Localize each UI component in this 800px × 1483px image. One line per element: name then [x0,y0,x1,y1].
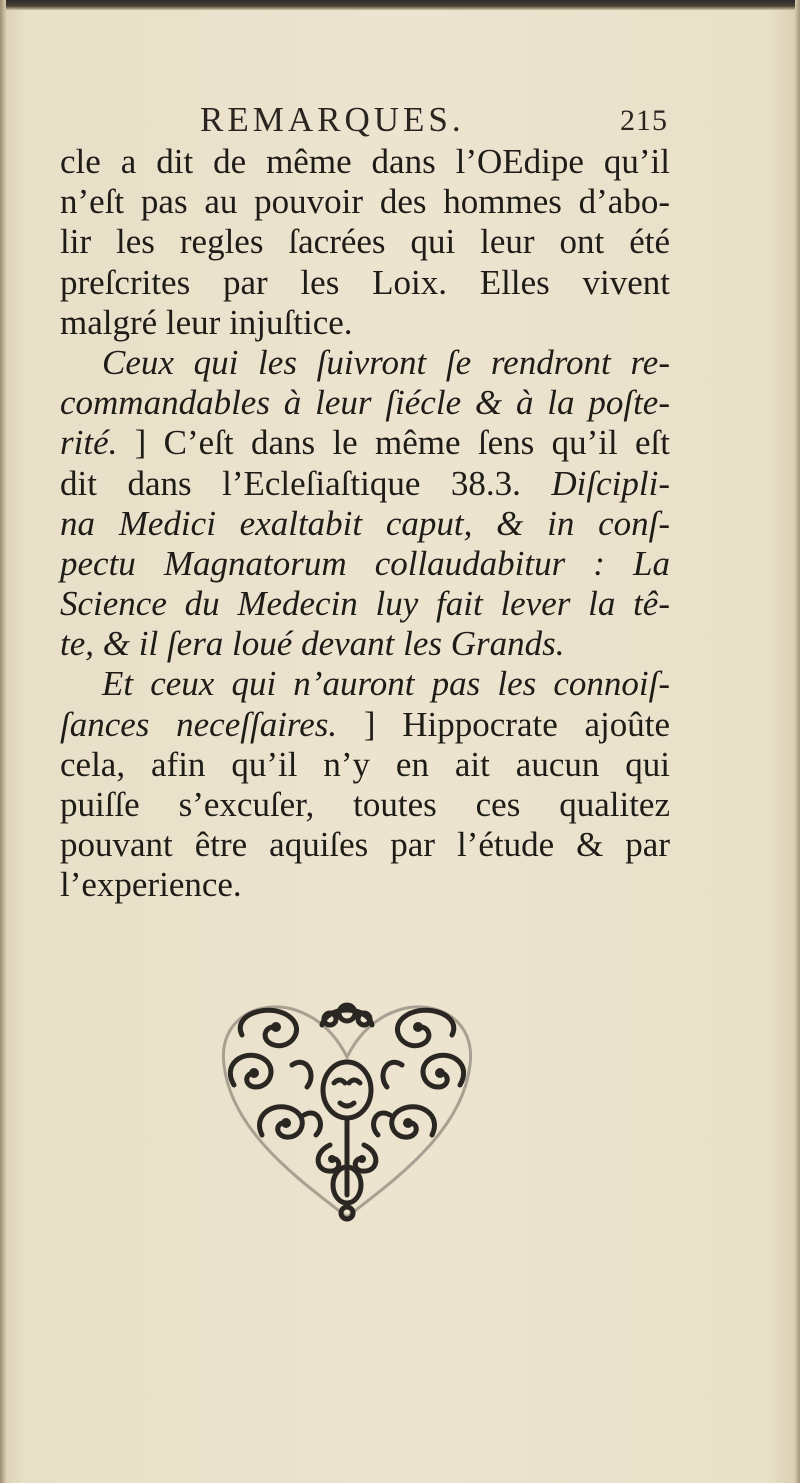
text-line: Science du Medecin luy fait lever la tê- [60,584,670,624]
text-line: preſcrites par les Loix. Elles vivent [60,262,670,302]
text-line: commandables à leur ſiécle & à la poſte- [60,383,670,423]
text-line: pectu Magnatorum collaudabitur : La [60,543,670,583]
text-span-roman: dit dans l’Ecleſiaſtique 38.3. [60,463,552,503]
page-left-edge [0,0,6,1483]
running-head: REMARQUES. [200,100,465,139]
fleuron-ornament-icon [212,995,482,1225]
text-line [60,705,670,745]
text-line: cela, afin qu’il n’y en ait aucun qui [60,744,670,784]
text-line: lir les regles ſacrées qui leur ont été [60,222,670,262]
page-header [60,100,668,146]
page-top-edge [0,0,800,10]
text-line: te, & il ſera loué devant les Grands. [60,624,565,664]
text-line: puiſſe s’excuſer, toutes ces qualitez [60,785,670,824]
text-line: pouvant être aquiſes par l’étude & par [60,825,670,865]
page-right-edge [795,0,800,1483]
text-line: l’experience. [60,865,242,905]
body-text [60,142,670,906]
text-line: cle a dit de même dans l’OEdipe qu’il [60,142,670,181]
text-span-italic: Diſcipli- [551,463,670,503]
text-span-italic: rité. [60,423,118,463]
text-line: Ceux qui les ſuivront ſe rendront re- [102,342,670,382]
text-line: na Medici exaltabit caput, & in conſ- [60,503,670,543]
text-line [60,423,670,463]
text-span-italic: ſances neceſſaires. [60,704,338,744]
text-line [60,464,670,504]
text-span-roman: ] C’eſt dans le même ſens qu’il eſt [117,423,670,463]
text-line: Et ceux qui n’auront pas les connoiſ- [102,664,670,704]
text-span-roman: ] Hippocrate ajoûte [337,704,671,744]
page-number: 215 [620,104,668,137]
text-line: n’eſt pas au pouvoir des hommes d’abo- [60,182,670,222]
text-line: malgré leur injuſtice. [60,302,353,342]
